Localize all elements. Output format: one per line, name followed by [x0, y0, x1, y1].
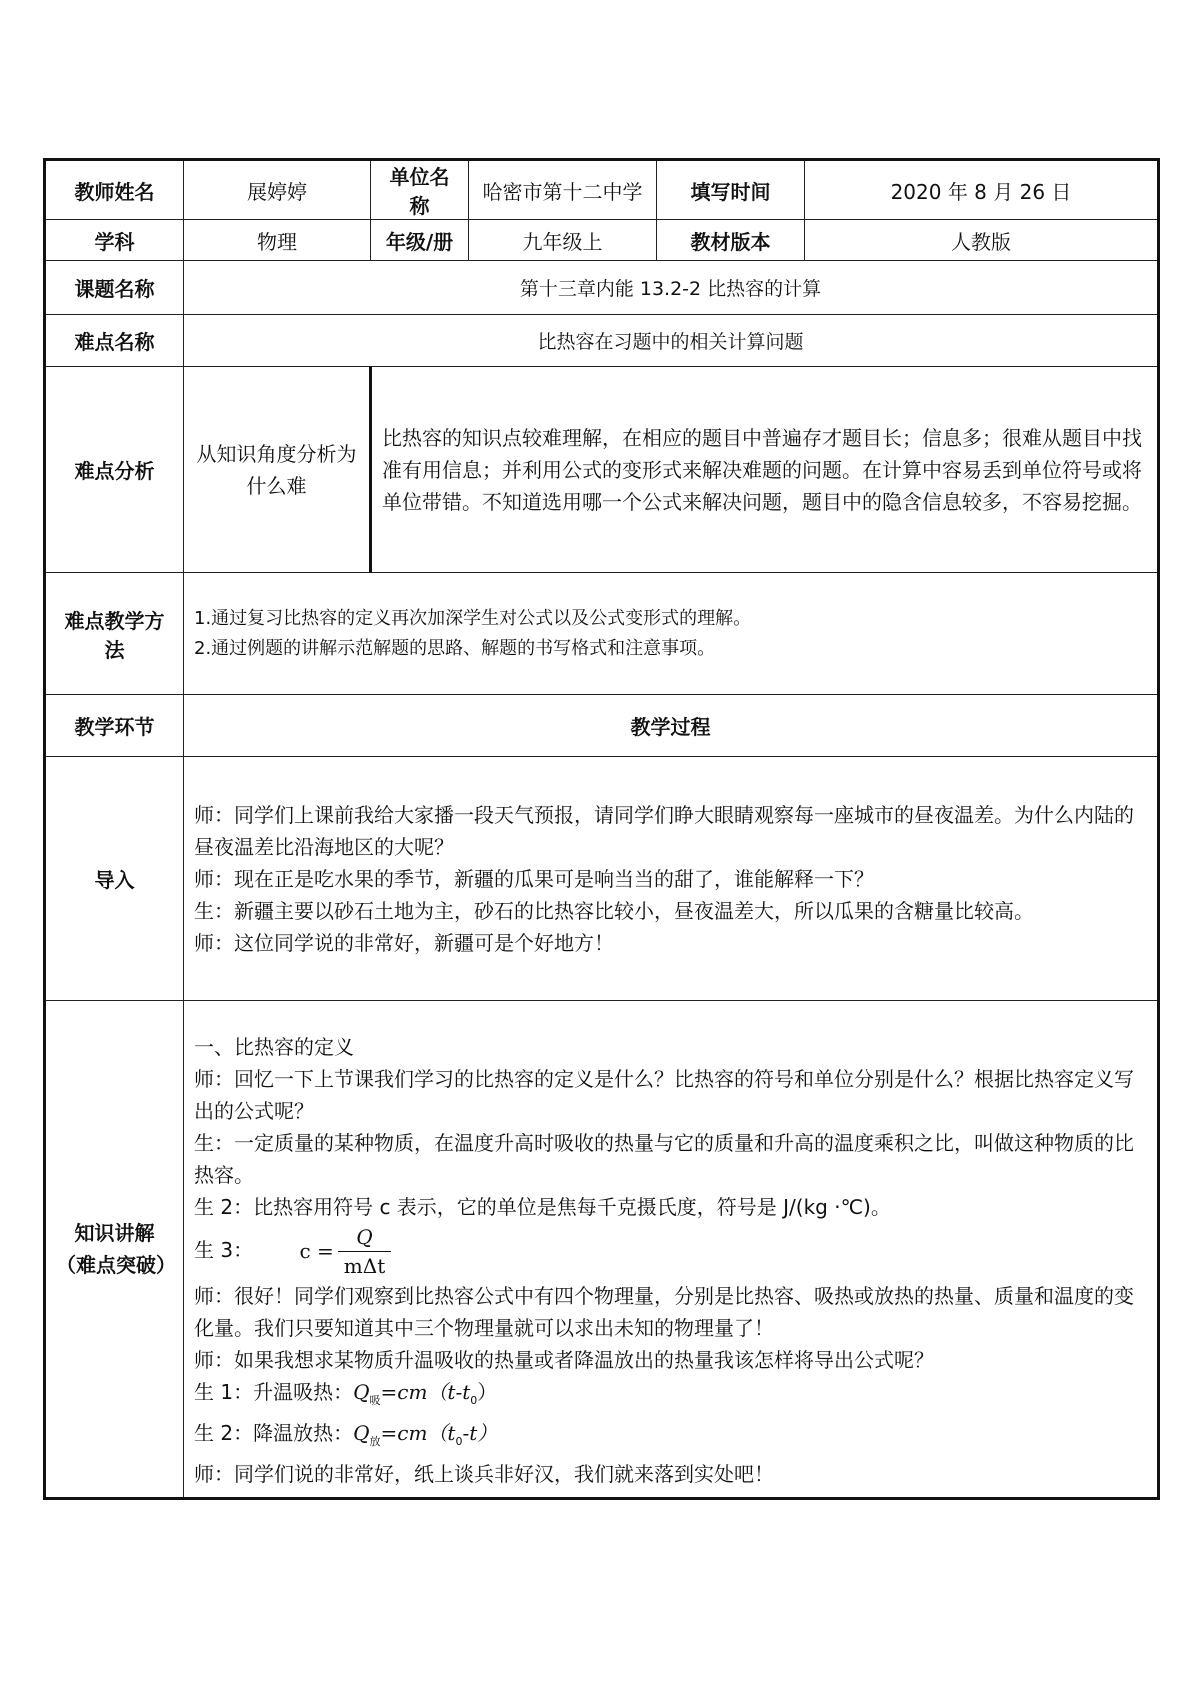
topic-value: 第十三章内能 13.2-2 比热容的计算 — [184, 261, 1159, 315]
heat-absorb-end: ） — [477, 1380, 498, 1404]
teacher-label: 教师姓名 — [45, 160, 184, 220]
formula-lhs: c = — [299, 1239, 334, 1263]
method-line-2: 2.通过例题的讲解示范解题的思路、解题的书写格式和注意事项。 — [194, 637, 716, 659]
date-label: 填写时间 — [657, 160, 805, 220]
heat-absorb-prefix: 生 1：升温吸热： — [194, 1380, 354, 1404]
analysis-row — [45, 367, 1159, 573]
edition-label: 教材版本 — [657, 220, 805, 261]
formula-fraction — [338, 1223, 391, 1280]
heat-absorb-rhs: =cm（t-t — [380, 1380, 471, 1404]
header-row-2 — [45, 220, 1159, 261]
process-label: 教学过程 — [184, 695, 1159, 757]
method-line-1: 1.通过复习比热容的定义再次加深学生对公式以及公式变形式的理解。 — [194, 607, 752, 629]
knowledge-label — [45, 1001, 184, 1499]
heat-release-q: Q — [353, 1421, 370, 1445]
heat-absorb-q: Q — [353, 1380, 370, 1404]
topic-row — [45, 261, 1159, 315]
grade-label: 年级/册 — [371, 220, 469, 261]
knowledge-line-4: 生 2：比热容用符号 c 表示，它的单位是焦每千克摄氏度，符号是 J/(kg ·℃)。 — [194, 1195, 891, 1219]
formula-line — [194, 1223, 1147, 1280]
formula-prefix: 生 3： — [194, 1238, 254, 1262]
knowledge-row — [45, 1001, 1159, 1499]
intro-line-1: 师：同学们上课前我给大家播一段天气预报，请同学们睁大眼睛观察每一座城市的昼夜温差。为什么内陆的昼夜温差比沿海地区的大呢？ — [194, 803, 1134, 859]
analysis-angle: 从知识角度分析为什么难 — [184, 367, 371, 573]
formula-denominator: mΔt — [343, 1254, 386, 1278]
analysis-text: 比热容的知识点较难理解，在相应的题目中普遍存才题目长；信息多；很难从题目中找准有用信息；并利用公式的变形式来解决难题的问题。在计算中容易丢到单位符号或将单位带错。不知道选用哪一个公式来解决问题，题目中的隐含信息较多，不容易挖掘。 — [371, 367, 1159, 573]
heat-release-sub: 放 — [369, 1435, 381, 1448]
grade-value: 九年级上 — [469, 220, 657, 261]
header-row-1 — [45, 160, 1159, 220]
heat-release-rhs: =cm（t — [380, 1421, 456, 1445]
intro-line-2: 师：现在正是吃水果的季节，新疆的瓜果可是响当当的甜了，谁能解释一下？ — [194, 867, 874, 891]
process-header-row — [45, 695, 1159, 757]
knowledge-content — [184, 1001, 1159, 1499]
heat-release-line — [194, 1417, 1147, 1458]
unit-label: 单位名称 — [371, 160, 469, 220]
knowledge-line-1: 一、比热容的定义 — [194, 1035, 354, 1059]
difficulty-row — [45, 315, 1159, 367]
heat-release-sub0: 0 — [455, 1435, 463, 1448]
subject-label: 学科 — [45, 220, 184, 261]
heat-release-prefix: 生 2：降温放热： — [194, 1421, 354, 1445]
lesson-plan-document — [43, 158, 1157, 1500]
knowledge-label-line-1: 知识讲解 — [74, 1221, 155, 1245]
unit-value: 哈密市第十二中学 — [469, 160, 657, 220]
lesson-plan-table — [43, 158, 1160, 1500]
edition-value: 人教版 — [805, 220, 1159, 261]
heat-absorb-line — [194, 1376, 1147, 1417]
knowledge-label-line-2: （难点突破） — [56, 1253, 176, 1277]
method-content — [184, 573, 1159, 695]
intro-line-3: 生：新疆主要以砂石土地为主，砂石的比热容比较小，昼夜温差大，所以瓜果的含糖量比较高。 — [194, 899, 1034, 923]
intro-line-4: 师：这位同学说的非常好，新疆可是个好地方！ — [194, 931, 614, 955]
heat-absorb-sub0: 0 — [470, 1394, 478, 1407]
date-value: 2020 年 8 月 26 日 — [805, 160, 1159, 220]
knowledge-line-3: 生：一定质量的某种物质，在温度升高时吸收的热量与它的质量和升高的温度乘积之比，叫做这种物质的比热容。 — [194, 1131, 1134, 1187]
method-label: 难点教学方法 — [45, 573, 184, 695]
knowledge-line-5: 师：很好！同学们观察到比热容公式中有四个物理量，分别是比热容、吸热或放热的热量、质量和温度的变化量。我们只要知道其中三个物理量就可以求出未知的物理量了！ — [194, 1284, 1134, 1340]
heat-absorb-sub: 吸 — [369, 1394, 381, 1407]
knowledge-line-2: 师：回忆一下上节课我们学习的比热容的定义是什么？比热容的符号和单位分别是什么？根据比热容定义写出的公式呢？ — [194, 1067, 1134, 1123]
process-step-label: 教学环节 — [45, 695, 184, 757]
difficulty-label: 难点名称 — [45, 315, 184, 367]
subject-value: 物理 — [184, 220, 371, 261]
formula-numerator: Q — [338, 1223, 391, 1252]
intro-content — [184, 757, 1159, 1001]
intro-label: 导入 — [45, 757, 184, 1001]
teacher-value: 展婷婷 — [184, 160, 371, 220]
knowledge-closing: 师：同学们说的非常好，纸上谈兵非好汉，我们就来落到实处吧！ — [194, 1462, 774, 1486]
intro-row — [45, 757, 1159, 1001]
method-row — [45, 573, 1159, 695]
analysis-label: 难点分析 — [45, 367, 184, 573]
difficulty-value: 比热容在习题中的相关计算问题 — [184, 315, 1159, 367]
topic-label: 课题名称 — [45, 261, 184, 315]
heat-release-end: -t） — [462, 1421, 498, 1445]
specific-heat-formula — [299, 1223, 391, 1280]
knowledge-line-6: 师：如果我想求某物质升温吸收的热量或者降温放出的热量我该怎样将导出公式呢？ — [194, 1348, 934, 1372]
